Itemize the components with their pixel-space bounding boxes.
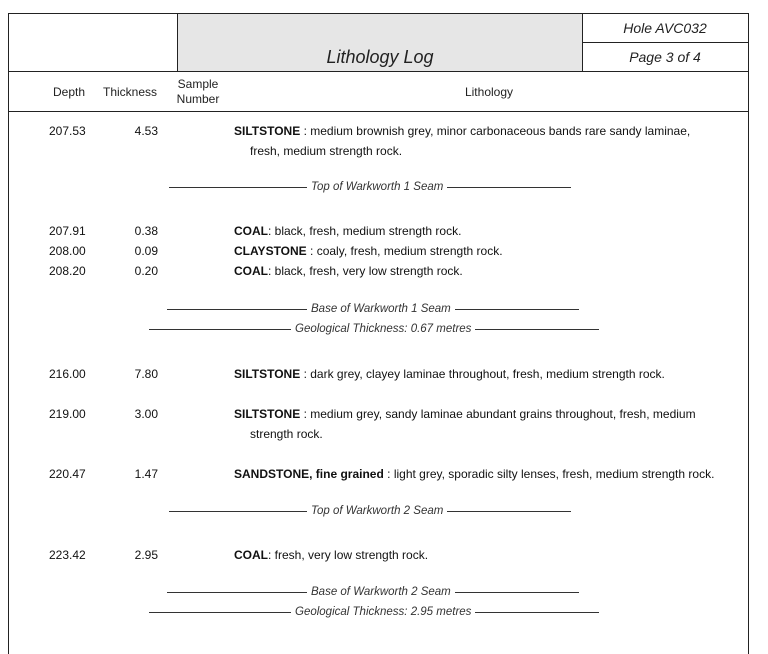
entry-depth: 219.00 (49, 407, 86, 421)
rock-type: SANDSTONE, fine grained (234, 467, 384, 481)
marker-text: Base of Warkworth 1 Seam (311, 303, 451, 315)
rock-type: COAL (234, 264, 268, 278)
separator: : (300, 124, 311, 138)
separator: : (300, 367, 311, 381)
description-continued: strength rock. (250, 427, 323, 441)
description: light grey, sporadic silty lenses, fresh, medium strength rock. (393, 467, 715, 481)
marker-text: Base of Warkworth 2 Seam (311, 586, 451, 598)
seam-marker (167, 303, 579, 315)
marker-text: Top of Warkworth 1 Seam (311, 181, 444, 193)
entry-thickness: 3.00 (134, 407, 158, 421)
entry-lithology (234, 545, 734, 565)
seam-marker (169, 181, 571, 193)
rock-type: CLAYSTONE (234, 244, 307, 258)
entry-lithology (234, 261, 734, 281)
seam-marker (167, 586, 579, 598)
entry-thickness: 0.20 (134, 264, 158, 278)
entry-thickness: 4.53 (134, 124, 158, 138)
entry-lithology (234, 464, 734, 484)
entry-depth: 207.91 (49, 224, 86, 238)
entry-depth: 208.20 (49, 264, 86, 278)
hole-id: Hole AVC032 (582, 14, 748, 43)
marker-rule-right (447, 511, 571, 512)
header-title-cell (177, 14, 583, 71)
entry-depth: 220.47 (49, 467, 86, 481)
entry-lithology (234, 121, 734, 161)
marker-text: Geological Thickness: 0.67 metres (295, 323, 472, 335)
marker-rule-left (167, 592, 307, 593)
log-sheet (8, 13, 749, 654)
marker-rule-left (167, 309, 307, 310)
column-header-depth: Depth (52, 85, 86, 99)
column-header-sample: Sample Number (176, 77, 220, 106)
entry-lithology (234, 364, 734, 384)
header-blank-cell (9, 14, 177, 71)
separator: : (300, 407, 311, 421)
marker-rule-left (149, 612, 291, 613)
entry-thickness: 2.95 (134, 548, 158, 562)
page-title: Lithology Log (326, 47, 434, 67)
description: fresh, very low strength rock. (274, 548, 429, 562)
thickness-marker (149, 606, 599, 618)
rock-type: COAL (234, 548, 268, 562)
entry-thickness: 1.47 (134, 467, 158, 481)
separator: : (306, 244, 317, 258)
marker-rule-left (169, 187, 307, 188)
description: coaly, fresh, medium strength rock. (316, 244, 503, 258)
description-continued: fresh, medium strength rock. (250, 144, 403, 158)
description: medium brownish grey, minor carbonaceous bands rare sandy laminae, (310, 124, 691, 138)
rock-type: COAL (234, 224, 268, 238)
entry-thickness: 0.09 (134, 244, 158, 258)
rock-type: SILTSTONE (234, 407, 301, 421)
marker-rule-left (169, 511, 307, 512)
marker-text: Geological Thickness: 2.95 metres (295, 606, 472, 618)
entry-thickness: 0.38 (134, 224, 158, 238)
column-header-lithology: Lithology (464, 85, 514, 99)
separator: : (383, 467, 394, 481)
entry-depth: 223.42 (49, 548, 86, 562)
rock-type: SILTSTONE (234, 367, 301, 381)
entry-depth: 207.53 (49, 124, 86, 138)
description: black, fresh, very low strength rock. (274, 264, 463, 278)
seam-marker (169, 505, 571, 517)
marker-text: Top of Warkworth 2 Seam (311, 505, 444, 517)
description: dark grey, clayey laminae throughout, fresh, medium strength rock. (310, 367, 665, 381)
description: black, fresh, medium strength rock. (274, 224, 462, 238)
marker-rule-right (455, 592, 579, 593)
marker-rule-left (149, 329, 291, 330)
entry-thickness: 7.80 (134, 367, 158, 381)
rock-type: SILTSTONE (234, 124, 301, 138)
entry-lithology (234, 404, 734, 444)
entry-lithology (234, 221, 734, 241)
marker-rule-right (447, 187, 571, 188)
column-header-thickness: Thickness (102, 85, 158, 99)
header-divider (9, 71, 748, 72)
separator: : (268, 224, 275, 238)
separator: : (268, 264, 275, 278)
description: medium grey, sandy laminae abundant grains throughout, fresh, medium (310, 407, 696, 421)
thickness-marker (149, 323, 599, 335)
entry-lithology (234, 241, 734, 261)
entry-depth: 208.00 (49, 244, 86, 258)
marker-rule-right (475, 329, 599, 330)
separator: : (268, 548, 275, 562)
marker-rule-right (455, 309, 579, 310)
marker-rule-right (475, 612, 599, 613)
column-header-divider (9, 111, 748, 112)
entry-depth: 216.00 (49, 367, 86, 381)
page-number: Page 3 of 4 (629, 49, 701, 65)
